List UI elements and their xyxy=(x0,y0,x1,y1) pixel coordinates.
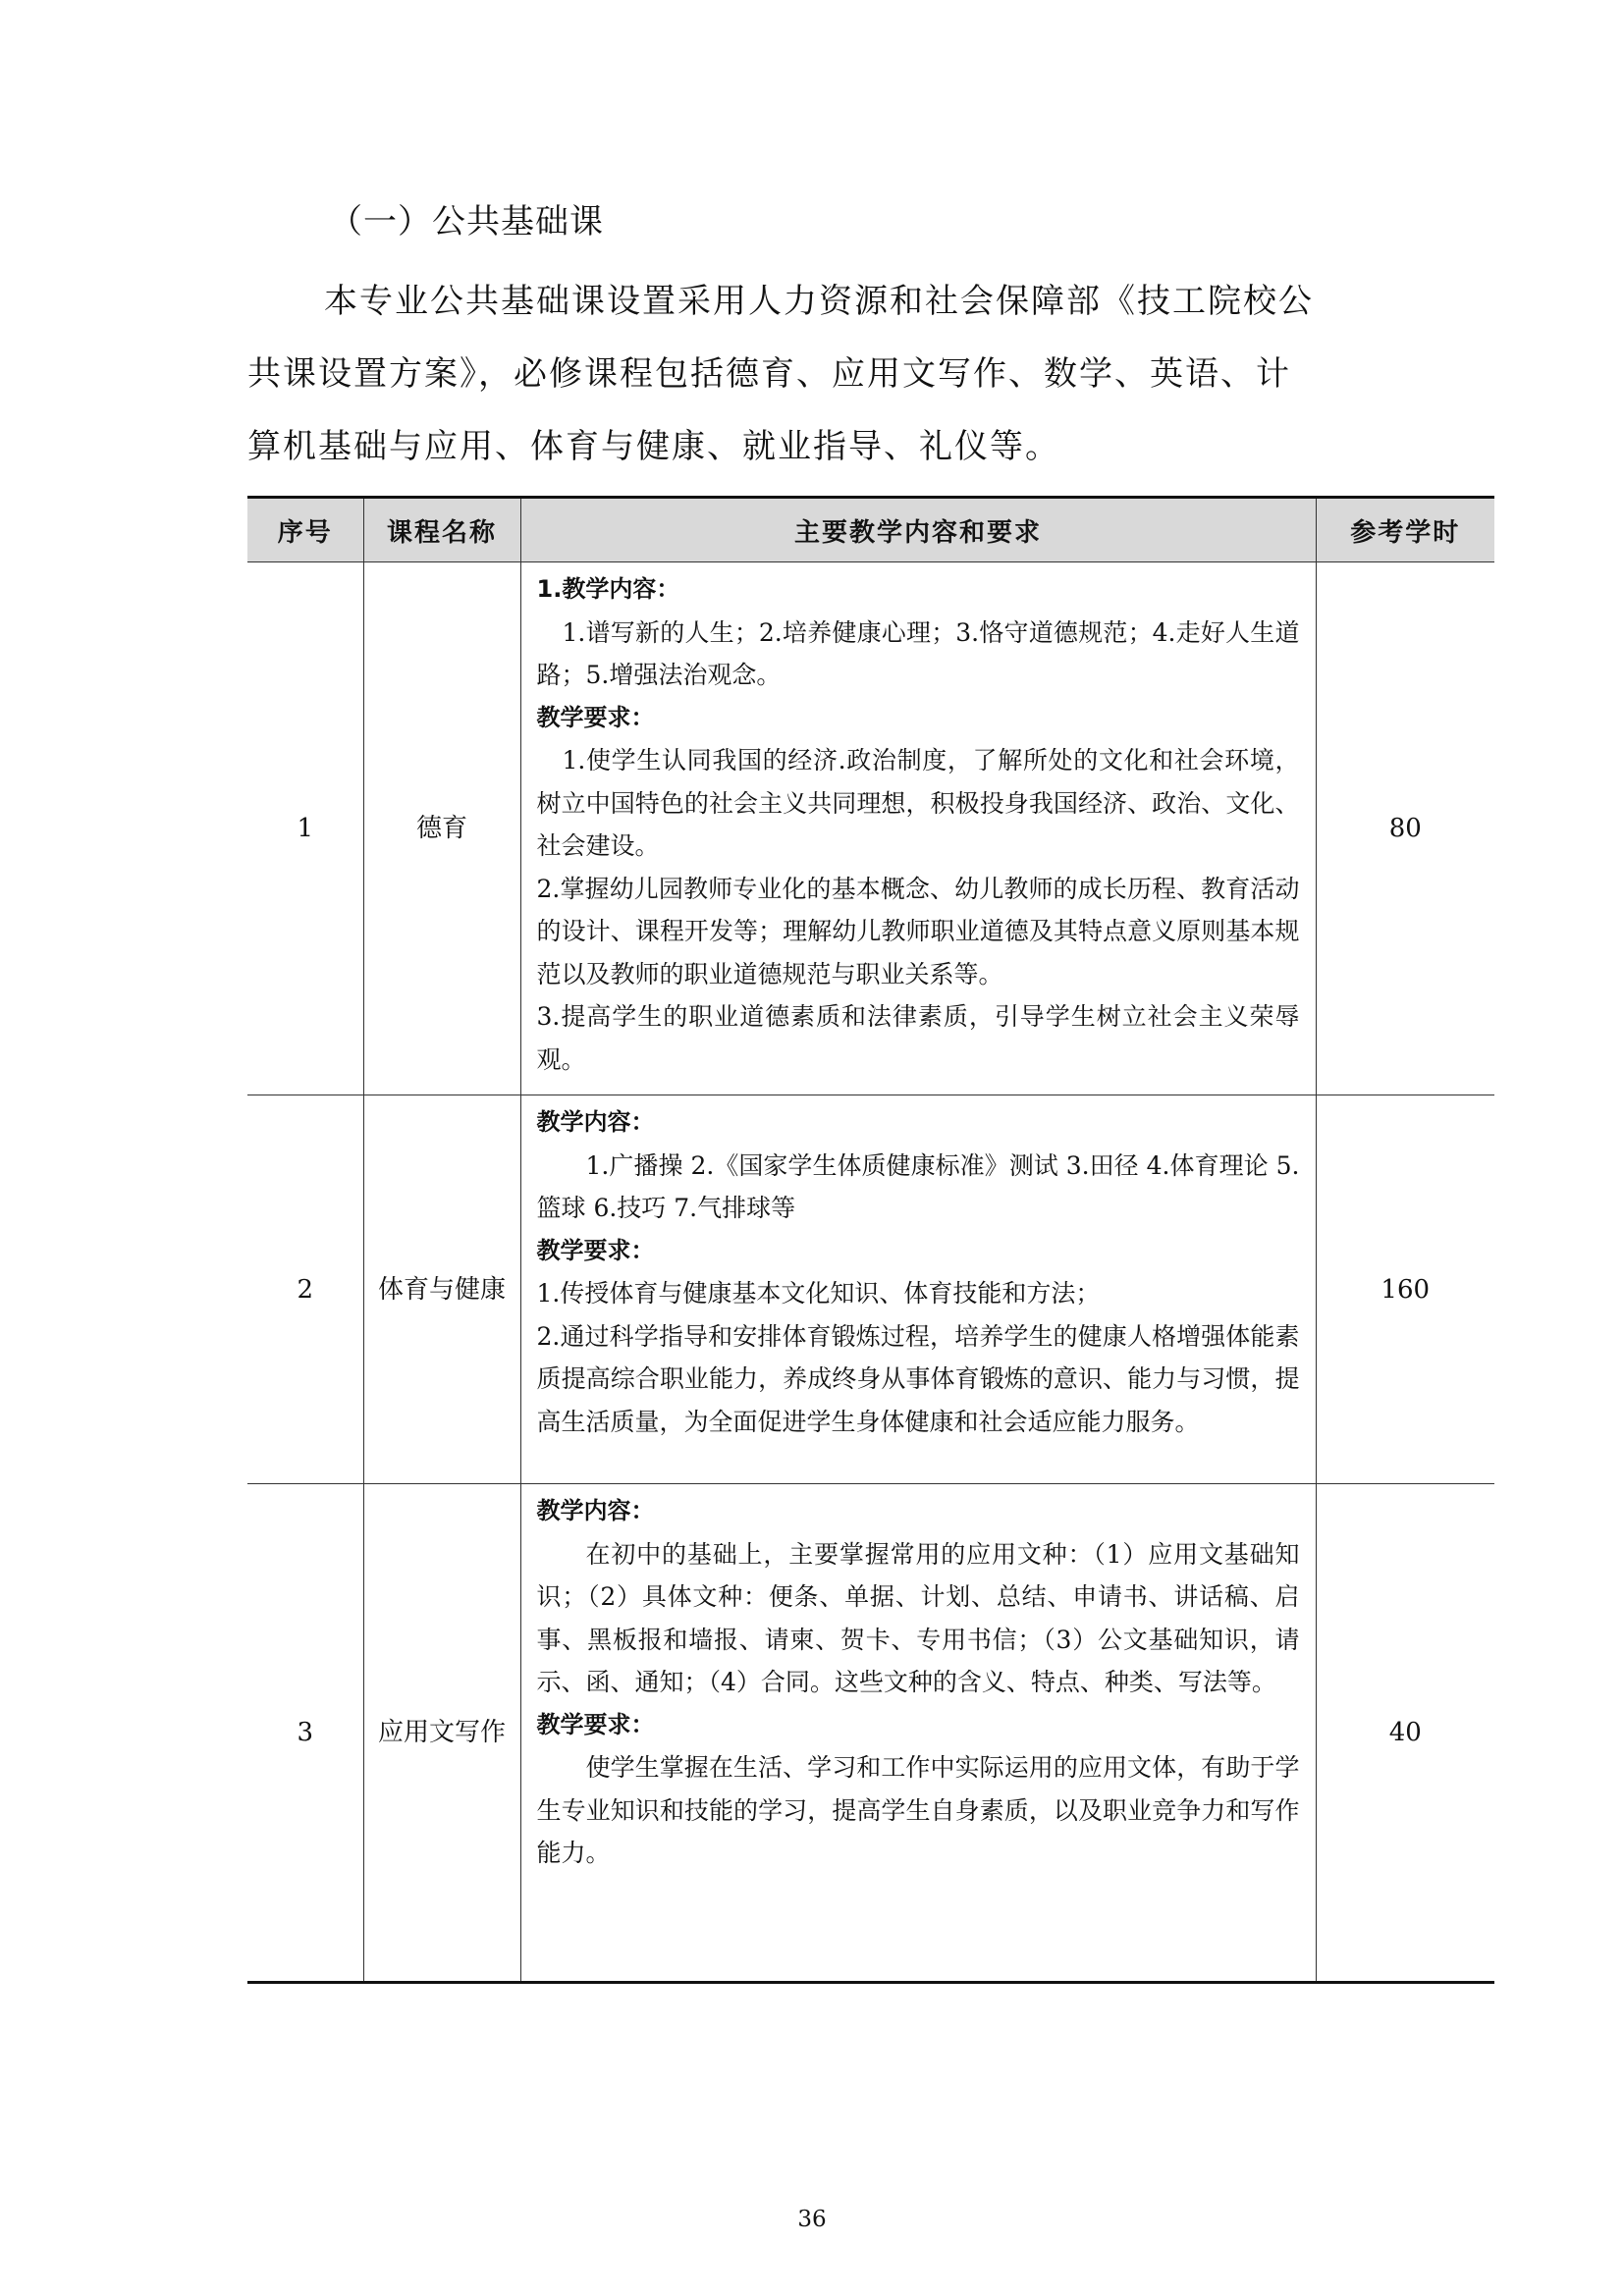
intro-line-3: 算机基础与应用、体育与健康、就业指导、礼仪等。 xyxy=(247,427,1060,466)
requirement-paragraph: 2.通过科学指导和安排体育锻炼过程，培养学生的健康人格增强体能素质提高综合职业能力，养成终身从事体育锻炼的意识、能力与习惯，提高生活质量，为全面促进学生身体健康和社会适应能力服务。 xyxy=(536,1321,1300,1436)
table-row xyxy=(247,1095,1494,1484)
intro-line-2: 共课设置方案》，必修课程包括德育、应用文写作、数学、英语、计 xyxy=(247,354,1291,394)
table-row xyxy=(247,562,1494,1095)
content-heading: 教学内容： xyxy=(536,1108,655,1136)
row-content xyxy=(520,562,1316,1095)
requirement-paragraph: 使学生掌握在生活、学习和工作中实际运用的应用文体，有助于学生专业知识和技能的学习，提高学生自身素质，以及职业竞争力和写作能力。 xyxy=(536,1753,1300,1867)
header-content: 主要教学内容和要求 xyxy=(520,498,1316,562)
header-hours: 参考学时 xyxy=(1316,498,1494,562)
row-no: 2 xyxy=(247,1095,363,1484)
row-course-name: 应用文写作 xyxy=(363,1484,520,1983)
row-content xyxy=(520,1484,1316,1983)
requirement-paragraph: 3.提高学生的职业道德素质和法律素质，引导学生树立社会主义荣辱观。 xyxy=(536,1002,1300,1074)
content-paragraph: 1.谱写新的人生；2.培养健康心理；3.恪守道德规范；4.走好人生道路；5.增强法治观念。 xyxy=(536,617,1300,689)
row-no: 1 xyxy=(247,562,363,1095)
content-paragraph: 1.广播操 2.《国家学生体质健康标准》测试 3.田径 4.体育理论 5.篮球 6.技巧 7.气排球等 xyxy=(536,1150,1300,1222)
table-header-row xyxy=(247,498,1494,562)
content-heading: 1.教学内容： xyxy=(536,575,680,603)
row-course-name: 体育与健康 xyxy=(363,1095,520,1484)
header-no: 序号 xyxy=(247,498,363,562)
requirement-heading: 教学要求： xyxy=(536,703,655,731)
intro-paragraph xyxy=(247,265,1406,483)
requirement-heading: 教学要求： xyxy=(536,1236,655,1264)
row-no: 3 xyxy=(247,1484,363,1983)
row-hours: 160 xyxy=(1316,1095,1494,1484)
requirement-heading: 教学要求： xyxy=(536,1710,655,1738)
requirement-paragraph: 1.传授体育与健康基本文化知识、体育技能和方法； xyxy=(536,1279,1101,1308)
header-course-name: 课程名称 xyxy=(363,498,520,562)
course-table xyxy=(247,496,1494,1984)
content-heading: 教学内容： xyxy=(536,1497,655,1524)
row-course-name: 德育 xyxy=(363,562,520,1095)
page-number: 36 xyxy=(797,2207,827,2232)
row-hours: 40 xyxy=(1316,1484,1494,1983)
row-content xyxy=(520,1095,1316,1484)
content-paragraph: 在初中的基础上，主要掌握常用的应用文种：（1）应用文基础知识；（2）具体文种：便条、单据、计划、总结、申请书、讲话稿、启事、黑板报和墙报、请柬、贺卡、专用书信；（3）公文基础知识，请示、函、通知；（4）合同。这些文种的含义、特点、种类、写法等。 xyxy=(536,1539,1300,1696)
table-row xyxy=(247,1484,1494,1983)
intro-line-1: 本专业公共基础课设置采用人力资源和社会保障部《技工院校公 xyxy=(324,282,1314,321)
section-heading: （一）公共基础课 xyxy=(329,202,604,241)
requirement-paragraph: 1.使学生认同我国的经济.政治制度，了解所处的文化和社会环境，树立中国特色的社会主义共同理想，积极投身我国经济、政治、文化、社会建设。 xyxy=(536,746,1300,860)
requirement-paragraph: 2.掌握幼儿园教师专业化的基本概念、幼儿教师的成长历程、教育活动的设计、课程开发等；理解幼儿教师职业道德及其特点意义原则基本规范以及教师的职业道德规范与职业关系等。 xyxy=(536,874,1300,988)
row-hours: 80 xyxy=(1316,562,1494,1095)
